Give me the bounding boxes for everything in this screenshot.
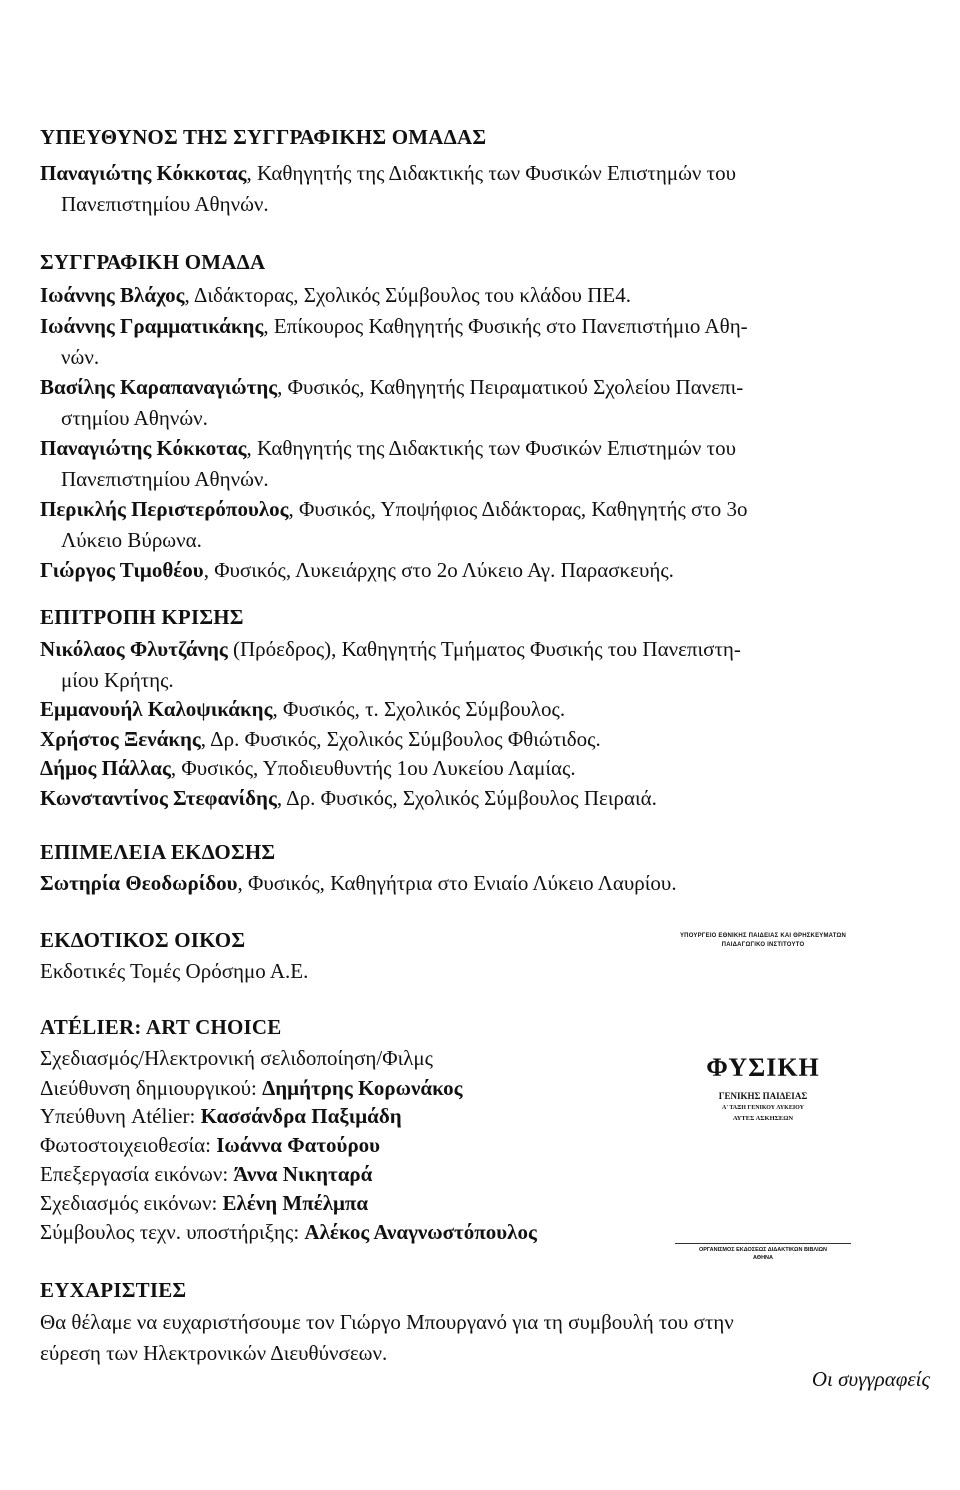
- cover-subtitle: ΓΕΝΙΚΗΣ ΠΑΙΔΕΙΑΣ: [718, 1091, 808, 1101]
- section-title-team: ΣΥΓΓΡΑΦΙΚΗ ΟΜΑΔΑ: [40, 250, 266, 274]
- credit-entry: [40, 868, 677, 899]
- person-name: Κωνσταντίνος Στεφανίδης: [40, 786, 277, 810]
- atelier-person: Ιωάννα Φατούρου: [216, 1133, 381, 1157]
- credit-entry: [40, 753, 576, 784]
- cover-city: ΑΘΗΝΑ: [752, 1255, 774, 1261]
- credit-entry: [40, 158, 736, 220]
- atelier-line: [40, 1220, 537, 1245]
- person-role: , Επίκουρος Καθηγητής Φυσικής στο Πανεπιστήμιο Αθη-: [263, 314, 748, 338]
- atelier-label: Σχεδιασμός εικόνων:: [40, 1191, 223, 1215]
- signature: Οι συγγραφείς: [811, 1367, 930, 1391]
- person-name: Δήμος Πάλλας: [40, 756, 171, 780]
- section-title-lead: ΥΠΕΥΘΥΝΟΣ ΤΗΣ ΣΥΓΓΡΑΦΙΚΗΣ ΟΜΑΔΑΣ: [40, 125, 487, 149]
- person-name: Χρήστος Ξενάκης: [40, 727, 201, 751]
- atelier-person: Ελένη Μπέλμπα: [222, 1191, 369, 1215]
- credit-entry: [40, 634, 741, 696]
- person-role-cont: στημίου Αθηνών.: [61, 406, 208, 430]
- cover-ministry: ΥΠΟΥΡΓΕΙΟ ΕΘΝΙΚΗΣ ΠΑΙΔΕΙΑΣ ΚΑΙ ΘΡΗΣΚΕΥΜΑΤΩΝ: [679, 933, 847, 939]
- person-name: Εμμανουήλ Καλοψικάκης: [40, 697, 273, 721]
- atelier-label: Επεξεργασία εικόνων:: [40, 1162, 234, 1186]
- atelier-line: [40, 1104, 402, 1129]
- thanks-line: εύρεση των Ηλεκτρονικών Διευθύνσεων.: [40, 1341, 388, 1365]
- person-role-cont: Πανεπιστημίου Αθηνών.: [61, 192, 269, 216]
- cover-exercises: ΑΥΤΕΣ ΑΣΚΗΣΕΩΝ: [732, 1115, 794, 1122]
- section-title-thanks: ΕΥΧΑΡΙΣΤΙΕΣ: [40, 1278, 187, 1302]
- atelier-line: [40, 1191, 368, 1216]
- atelier-label: Σύμβουλος τεχν. υποστήριξης:: [40, 1220, 305, 1244]
- person-role-cont: Λύκειο Βύρωνα.: [61, 528, 202, 552]
- atelier-line: [40, 1046, 433, 1071]
- section-title-editing: ΕΠΙΜΕΛΕΙΑ ΕΚΔΟΣΗΣ: [40, 840, 276, 864]
- person-role: , Δρ. Φυσικός, Σχολικός Σύμβουλος Φθιώτιδος.: [200, 727, 601, 751]
- thanks-line: Θα θέλαμε να ευχαριστήσουμε τον Γιώργο Μπουργανό για τη συμβουλή του στην: [40, 1310, 734, 1334]
- person-role: , Διδάκτορας, Σχολικός Σύμβουλος του κλάδου ΠΕ4.: [184, 283, 631, 307]
- person-name: Γιώργος Τιμοθέου: [40, 558, 204, 582]
- atelier-person: Αλέκος Αναγνωστόπουλος: [304, 1220, 537, 1244]
- credit-entry: [40, 280, 631, 311]
- section-title-committee: ΕΠΙΤΡΟΠΗ ΚΡΙΣΗΣ: [40, 605, 244, 629]
- person-role: , Καθηγητής της Διδακτικής των Φυσικών Επιστημών του: [246, 436, 737, 460]
- person-role: , Φυσικός, Καθηγητής Πειραματικού Σχολείου Πανεπι-: [277, 375, 744, 399]
- person-role: , Φυσικός, τ. Σχολικός Σύμβουλος.: [272, 697, 566, 721]
- person-role: , Καθηγητής της Διδακτικής των Φυσικών Επιστημών του: [246, 161, 737, 185]
- book-cover: [645, 925, 881, 1275]
- cover-publisher: ΟΡΓΑΝΙΣΜΟΣ ΕΚΔΟΣΕΩΣ ΔΙΔΑΚΤΙΚΩΝ ΒΙΒΛΙΩΝ: [698, 1247, 828, 1253]
- person-name: Νικόλαος Φλυτζάνης: [40, 637, 228, 661]
- atelier-line: [40, 1162, 372, 1187]
- cover-institute: ΠΑΙΔΑΓΩΓΙΚΟ ΙΝΣΤΙΤΟΥΤΟ: [721, 942, 805, 948]
- person-name: Βασίλης Καραπαναγιώτης: [40, 375, 278, 399]
- section-title-publisher: ΕΚΔΟΤΙΚΟΣ ΟΙΚΟΣ: [40, 928, 246, 952]
- credit-entry: [40, 694, 565, 725]
- credit-entry: [40, 311, 748, 373]
- person-name: Παναγιώτης Κόκκοτας: [40, 161, 247, 185]
- person-role: (Πρόεδρος), Καθηγητής Τμήματος Φυσικής του Πανεπιστη-: [227, 637, 741, 661]
- credit-entry: [40, 372, 743, 434]
- person-role: , Δρ. Φυσικός, Σχολικός Σύμβουλος Πειραιά.: [276, 786, 657, 810]
- atelier-label: Υπεύθυνη Atélier:: [40, 1104, 201, 1128]
- publisher-name: Εκδοτικές Τομές Ορόσημο Α.Ε.: [40, 959, 309, 983]
- person-name: Ιωάννης Βλάχος: [40, 283, 185, 307]
- person-name: Σωτηρία Θεοδωρίδου: [40, 871, 238, 895]
- atelier-person: Δημήτρης Κορωνάκος: [262, 1076, 463, 1100]
- credit-entry: [40, 783, 657, 814]
- person-name: Παναγιώτης Κόκκοτας: [40, 436, 247, 460]
- credit-entry: [40, 494, 748, 556]
- person-name: Περικλής Περιστερόπουλος: [40, 497, 289, 521]
- person-role-cont: νών.: [61, 345, 100, 369]
- person-role-cont: μίου Κρήτης.: [61, 668, 174, 692]
- atelier-line: [40, 1076, 463, 1101]
- person-role-cont: Πανεπιστημίου Αθηνών.: [61, 467, 269, 491]
- credit-entry: [40, 433, 736, 495]
- person-name: Ιωάννης Γραμματικάκης: [40, 314, 264, 338]
- cover-rule: [675, 1243, 851, 1244]
- atelier-label: Σχεδιασμός/Ηλεκτρονική σελιδοποίηση/Φιλμς: [40, 1046, 434, 1070]
- credit-entry: [40, 555, 674, 586]
- atelier-person: Κασσάνδρα Παξιμάδη: [200, 1104, 402, 1128]
- person-role: , Φυσικός, Υποδιευθυντής 1ου Λυκείου Λαμίας.: [170, 756, 576, 780]
- person-role: , Φυσικός, Λυκειάρχης στο 2ο Λύκειο Αγ. Παρασκευής.: [203, 558, 674, 582]
- atelier-person: Άννα Νικηταρά: [233, 1162, 373, 1186]
- cover-grade: Α' ΤΑΞΗ ΓΕΝΙΚΟΥ ΛΥΚΕΙΟΥ: [722, 1105, 804, 1111]
- atelier-label: Διεύθυνση δημιουργικού:: [40, 1076, 263, 1100]
- person-role: , Φυσικός, Υποψήφιος Διδάκτορας, Καθηγητής στο 3ο: [288, 497, 748, 521]
- thanks-text: [40, 1307, 734, 1369]
- person-role: , Φυσικός, Καθηγήτρια στο Ενιαίο Λύκειο Λαυρίου.: [237, 871, 677, 895]
- cover-title: ΦΥΣΙΚΗ: [706, 1053, 820, 1082]
- atelier-line: [40, 1133, 380, 1158]
- section-title-atelier: ATÉLIER: ART CHOICE: [40, 1015, 282, 1039]
- credit-entry: [40, 724, 601, 755]
- atelier-label: Φωτοστοιχειοθεσία:: [40, 1133, 217, 1157]
